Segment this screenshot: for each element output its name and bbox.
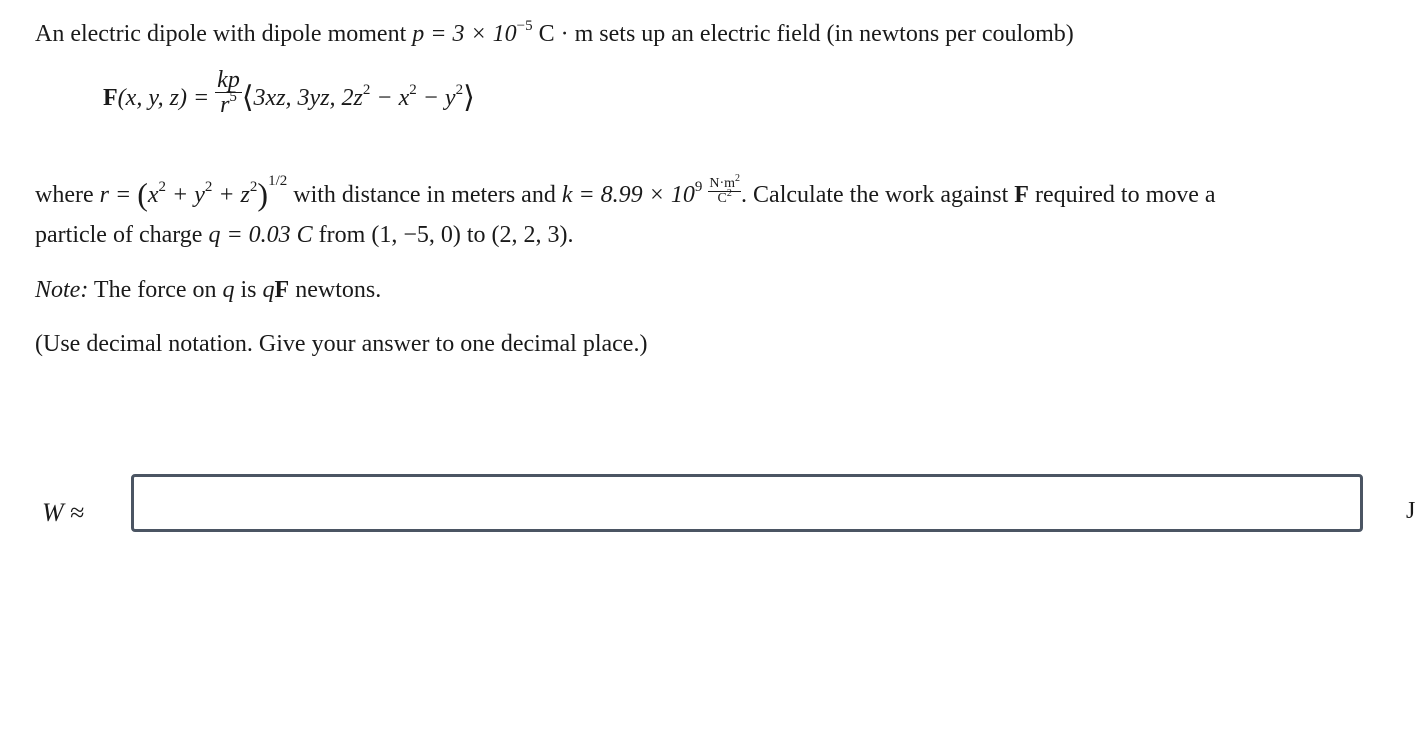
note-post: newtons.	[295, 277, 382, 303]
answer-input[interactable]	[131, 474, 1363, 532]
r-equals: r =	[99, 182, 132, 208]
vector-tail-x: − x	[370, 85, 410, 112]
r-x: x	[147, 182, 159, 208]
k-expression	[561, 179, 703, 208]
k-unit-num-exp: 2	[735, 172, 741, 184]
vector-tail-y: − y	[416, 85, 456, 112]
fraction-denominator-r: r	[220, 92, 230, 118]
note-line	[35, 278, 381, 302]
r-y-sq: 2	[204, 179, 213, 195]
close-paren: )	[257, 176, 269, 212]
note-pre: The force on	[93, 277, 217, 303]
field-equation	[103, 67, 475, 118]
intro-prefix: An electric dipole with dipole moment	[35, 21, 407, 47]
where-prefix: where	[35, 182, 94, 208]
problem-intro	[35, 18, 1074, 47]
note-q: q	[222, 277, 235, 303]
k-exponent: 9	[694, 179, 703, 195]
dipole-exponent: −5	[516, 18, 533, 34]
answer-variable: W	[42, 498, 64, 527]
r-z: + z	[212, 182, 250, 208]
r-y: + y	[166, 182, 205, 208]
calc-F: F	[1014, 182, 1029, 208]
fraction-numerator: kp	[217, 67, 240, 93]
field-args: (x, y, z) =	[117, 85, 210, 112]
field-fraction	[215, 68, 242, 117]
r-exponent: 1/2	[268, 173, 288, 189]
intro-suffix: sets up an electric field (in newtons per coulomb)	[599, 21, 1074, 47]
instruction-line	[35, 332, 647, 356]
approx-symbol: ≈	[63, 498, 85, 527]
vector-sq1: 2	[362, 82, 371, 99]
answer-label	[42, 498, 84, 528]
answer-unit: J	[1406, 498, 1416, 524]
note-label: Note:	[35, 277, 89, 303]
k-unit-numerator	[708, 172, 741, 192]
fraction-denominator	[215, 89, 242, 118]
instruction-text: (Use decimal notation. Give your answer to one decimal place.)	[35, 331, 648, 357]
k-unit-den-exp: 2	[726, 187, 732, 199]
vector-body: 3xz, 3yz, 2z	[253, 85, 363, 112]
r-z-sq: 2	[249, 179, 258, 195]
charge-value: q = 0.03 C	[208, 222, 313, 248]
dipole-value: p = 3 × 10	[412, 21, 517, 47]
vector-sq2: 2	[409, 82, 417, 99]
particle-line	[35, 223, 574, 247]
dipole-expression	[412, 18, 594, 47]
k-unit-fraction	[708, 172, 741, 206]
distance-text: with distance in meters and	[293, 182, 556, 208]
left-angle: ⟨	[241, 81, 254, 115]
note-qF-F: F	[274, 277, 290, 303]
calc-text-pre: . Calculate the work against	[741, 182, 1009, 208]
k-value: k = 8.99 × 10	[561, 182, 695, 208]
open-paren: (	[137, 176, 148, 212]
note-qF-q: q	[262, 277, 275, 303]
vector-sq3: 2	[455, 82, 464, 99]
note-mid: is	[240, 277, 257, 303]
particle-text: particle of charge	[35, 222, 203, 248]
right-angle: ⟩	[463, 81, 475, 115]
calc-text-post: required to move a	[1034, 182, 1216, 208]
k-unit-den-text: C	[717, 190, 727, 206]
r-x-sq: 2	[158, 179, 166, 195]
field-symbol: F	[103, 85, 118, 112]
where-line	[35, 172, 1216, 212]
fraction-denominator-exp: 5	[229, 89, 237, 105]
from-to-points: from (1, −5, 0) to (2, 2, 3).	[318, 222, 574, 248]
k-unit-denominator	[708, 187, 741, 206]
k-unit-num-text: N·m	[709, 175, 736, 191]
dipole-unit: C · m	[532, 21, 594, 47]
